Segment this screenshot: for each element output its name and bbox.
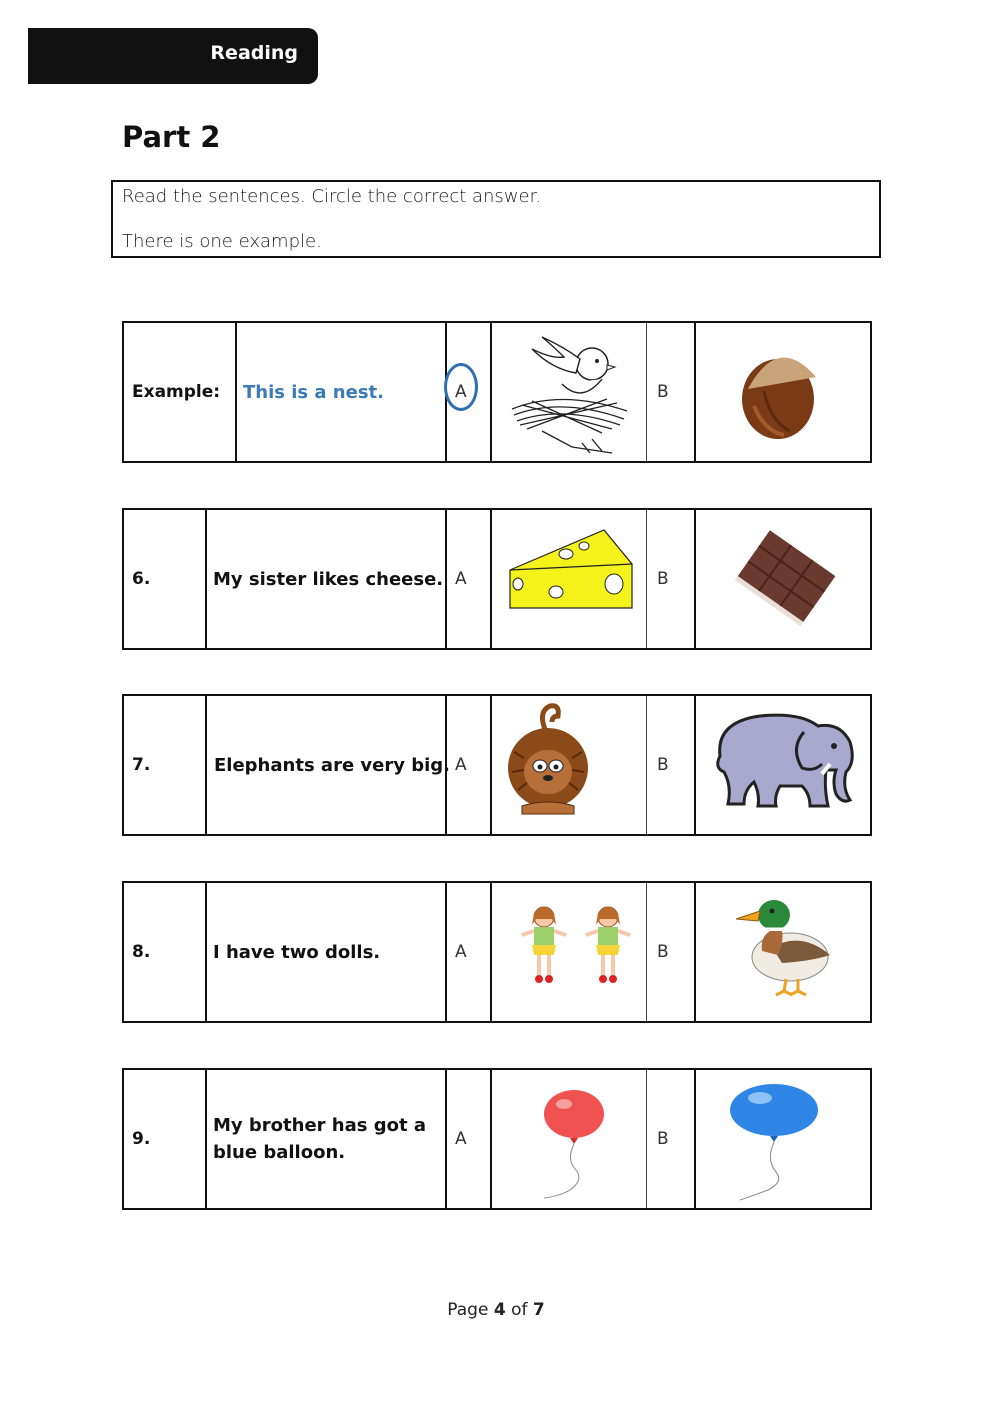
section-label: Reading (210, 42, 298, 64)
option-a-label[interactable]: A (455, 755, 467, 775)
question-number: 6. (132, 569, 151, 589)
answer-circle (444, 363, 478, 411)
instruction-line-1: Read the sentences. Circle the correct answer. (122, 186, 542, 207)
option-b-label[interactable]: B (657, 755, 669, 775)
chocolate-bar-icon[interactable] (728, 526, 838, 626)
example-row (122, 321, 872, 463)
page-current: 4 (493, 1300, 506, 1320)
hazelnut-icon[interactable] (734, 341, 824, 441)
question-row (122, 1068, 872, 1210)
red-balloon-icon[interactable] (530, 1086, 620, 1202)
question-sentence: I have two dolls. (213, 941, 381, 963)
question-number: 9. (132, 1129, 151, 1149)
part-title: Part 2 (122, 120, 221, 154)
instruction-line-2: There is one example. (122, 231, 322, 252)
instructions-box (111, 180, 881, 258)
of-word: of (511, 1300, 528, 1320)
question-sentence: Elephants are very big. (214, 754, 451, 776)
option-b-label[interactable]: B (657, 1129, 669, 1149)
lion-icon[interactable] (500, 702, 600, 820)
question-number: 8. (132, 942, 151, 962)
question-sentence: My brother has got a blue balloon. (213, 1115, 427, 1163)
question-sentence: My sister likes cheese. (213, 568, 444, 590)
page-number (0, 1300, 992, 1320)
question-number: 7. (132, 755, 151, 775)
elephant-icon[interactable] (710, 708, 856, 812)
option-b-label[interactable]: B (657, 569, 669, 589)
option-a-label[interactable]: A (455, 1129, 467, 1149)
example-label: Example: (132, 382, 221, 402)
option-b-label[interactable]: B (657, 942, 669, 962)
section-banner (28, 28, 318, 84)
question-row (122, 694, 872, 836)
bird-in-nest-icon[interactable] (502, 329, 634, 455)
question-row (122, 508, 872, 650)
option-a-label[interactable]: A (455, 942, 467, 962)
two-dolls-icon[interactable] (516, 901, 636, 991)
page-total: 7 (532, 1300, 545, 1320)
blue-balloon-icon[interactable] (722, 1080, 832, 1204)
duck-icon[interactable] (732, 891, 836, 999)
option-a-label[interactable]: A (455, 382, 467, 402)
option-a-label[interactable]: A (455, 569, 467, 589)
option-b-label[interactable]: B (657, 382, 669, 402)
page-word: Page (447, 1300, 489, 1320)
example-sentence: This is a nest. (243, 381, 384, 403)
cheese-icon[interactable] (506, 524, 636, 614)
question-row (122, 881, 872, 1023)
